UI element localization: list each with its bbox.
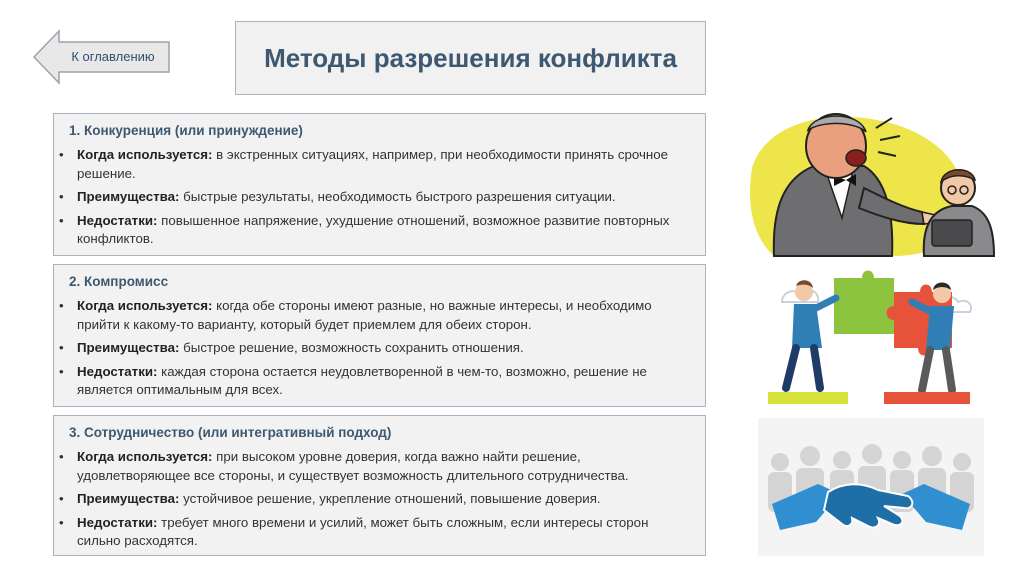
list-item: • Недостатки: требует много времени и усилий, может быть сложным, если интересы сторон сильно расходятся. <box>59 514 649 548</box>
handshake-collaboration-illustration <box>758 418 984 556</box>
list-item: • Преимущества: быстрое решение, возможность сохранить отношения. <box>59 340 524 355</box>
angry-boss-illustration <box>744 108 1008 258</box>
list-item: • Когда используется: при высоком уровне доверия, когда важно найти решение, удовлетворяющее все стороны, и существует возможность длительного сотрудничества. <box>59 449 629 483</box>
list-item: • Недостатки: повышенное напряжение, ухудшение отношений, возможное развитие повторных конфликтов. <box>59 212 670 246</box>
section-title: 2. Компромисс <box>69 274 169 289</box>
section-title: 3. Сотрудничество (или интегративный подход) <box>69 425 392 440</box>
list-item: • Недостатки: каждая сторона остается неудовлетворенной в чем-то, возможно, решение не является оптимальным для всех. <box>59 363 647 397</box>
section-compromise <box>53 264 706 407</box>
back-button-label: К оглавлению <box>71 49 155 64</box>
list-item: • Когда используется: когда обе стороны имеют разные, но важные интересы, и необходимо прийти к какому-то варианту, который будет приемлем для обеих сторон. <box>59 298 652 332</box>
list-item: • Когда используется: в экстренных ситуациях, например, при необходимости принять срочное решение. <box>59 147 669 181</box>
page-title: Методы разрешения конфликта <box>264 42 677 73</box>
section-title: 1. Конкуренция (или принуждение) <box>69 123 303 138</box>
list-item: • Преимущества: устойчивое решение, укрепление отношений, повышение доверия. <box>59 491 601 506</box>
list-item: • Преимущества: быстрые результаты, необходимость быстрого разрешения ситуации. <box>59 189 616 204</box>
page-title-box <box>235 21 706 95</box>
back-to-contents-button[interactable] <box>33 29 173 85</box>
section-collaboration <box>53 415 706 556</box>
section-competition <box>53 113 706 256</box>
puzzle-compromise-illustration <box>762 262 984 408</box>
